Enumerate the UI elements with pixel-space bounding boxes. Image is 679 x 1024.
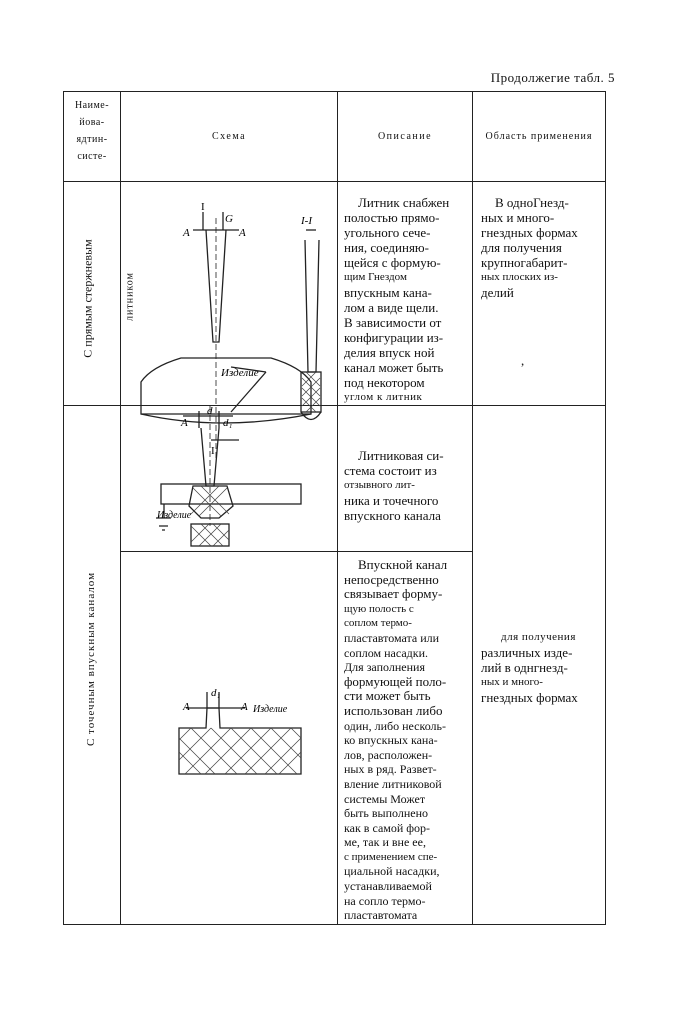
row2-description-bottom: Впускной канал непосредственно связывает форму- щую полость с соплом термо- пластавтомата или соплом насадки. Для заполнения формующей поло- сти может быть использован либо один, либо несколь- ко впускных кана- лов, расположен- ных в ряд. Развет- вление литниковой системы Может быть выполнено как в самой фор- ме, так и вне ее, с применением спе- циальной насадки, устанавливаемой на сопло термо- пластавтомата xyxy=(344,557,448,923)
mark-i-top: I xyxy=(201,201,205,213)
mark-a-left: A xyxy=(183,227,190,239)
mark-a-right: A xyxy=(239,227,246,239)
multi-gate-diagram xyxy=(121,552,337,924)
table-border-bottom xyxy=(63,924,606,925)
mark-a-2: A xyxy=(181,417,188,429)
pin-gate-diagram xyxy=(121,406,337,551)
table-border-left xyxy=(63,91,64,925)
mark-a-lower-right: A xyxy=(241,701,248,713)
mark-i-bottom: I xyxy=(211,445,215,457)
product-label-2: Изделие xyxy=(157,510,192,521)
row2-name: С точечным впускным каналом xyxy=(85,571,97,747)
mark-d: d xyxy=(207,405,213,417)
column-divider-2 xyxy=(337,91,338,925)
header-application: Область применения xyxy=(485,131,593,142)
header-description: Описание xyxy=(377,131,433,142)
row2-application: для получения различных изде- лий в однгнезд- ных и много- гнездных формах xyxy=(481,631,578,705)
mark-d1-lower: d₁ xyxy=(211,687,221,699)
mark-d1: d₁ xyxy=(223,417,233,429)
column-divider-3 xyxy=(472,91,473,925)
row1-name: С прямым стержневым xyxy=(80,239,95,358)
mark-g: G xyxy=(225,213,233,225)
header-name: Наиме- йова- ядтин- систе- xyxy=(74,100,110,162)
table-border-top xyxy=(63,91,606,92)
table-caption: Продолжегие табл. 5 xyxy=(490,70,615,85)
row2-description-top: Литниковая си- стема состоит из отзывного лит- ника и точечного впускного канала xyxy=(344,448,444,523)
row1-mark: , xyxy=(521,353,525,368)
product-label-1: Изделие xyxy=(221,367,259,379)
header-scheme: Схема xyxy=(211,131,247,142)
data-table xyxy=(63,91,605,925)
mark-a-lower-left: A xyxy=(183,701,190,713)
row1-application: В одноГнезд- ных и много- гнездных формах для получения крупногабарит- ных плоских из- делий xyxy=(481,195,578,300)
row1-description: Литник снабжен полостью прямо- угольного сече- ния, соединяю- щейся с формую- щим Гнездом впускным кана- лом а виде щели. В зависимости от конфигурации из- делия впуск ной канал может быть под некотором углом к литник xyxy=(344,195,450,403)
product-label-3: Изделие xyxy=(253,704,288,715)
section-label: I-I xyxy=(301,215,312,227)
row1-name-sub: литником xyxy=(124,272,136,321)
table-border-right xyxy=(605,91,606,925)
